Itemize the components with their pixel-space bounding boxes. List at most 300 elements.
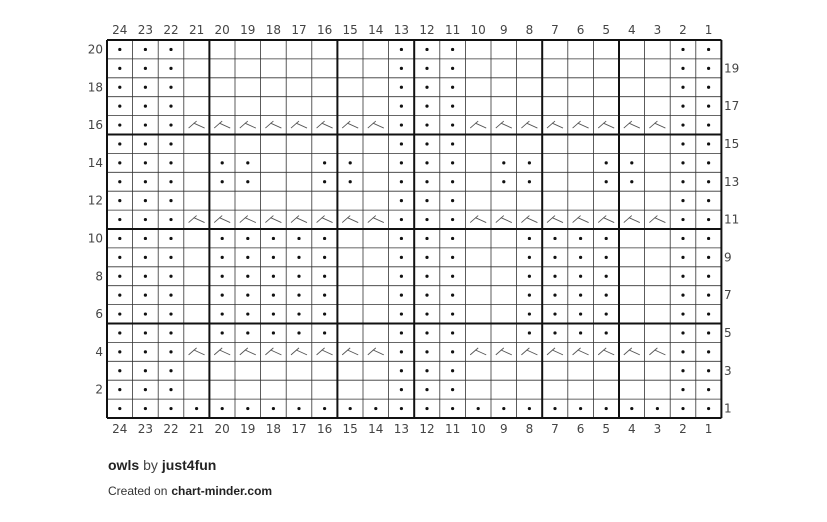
column-label: 22 [163,23,179,37]
purl-stitch [605,256,608,259]
purl-stitch [323,161,326,164]
column-label: 13 [393,23,410,37]
purl-stitch [246,237,249,240]
column-label: 20 [214,23,230,37]
purl-stitch [400,218,403,221]
purl-stitch [221,237,224,240]
purl-stitch [144,142,147,145]
purl-stitch [144,331,147,334]
purl-stitch [144,275,147,278]
pattern-title [108,457,216,473]
purl-stitch [425,237,428,240]
purl-stitch [118,407,121,410]
purl-stitch [425,407,428,410]
purl-stitch [144,256,147,259]
purl-stitch [169,350,172,353]
column-label: 3 [653,23,662,37]
purl-stitch [477,407,480,410]
column-label: 24 [112,422,128,436]
cable-stitch [573,216,589,223]
cable-stitch [547,121,563,128]
purl-stitch [400,180,403,183]
purl-stitch [630,161,633,164]
purl-stitch [707,67,710,70]
purl-stitch [528,275,531,278]
column-label: 21 [188,422,205,436]
column-label: 14 [368,23,384,37]
purl-stitch [169,67,172,70]
purl-stitch [144,199,147,202]
purl-stitch [169,161,172,164]
purl-stitch [579,256,582,259]
column-label: 1 [704,23,713,37]
row-label: 10 [87,231,103,246]
cable-stitch [214,348,230,355]
column-label: 5 [602,422,611,436]
purl-stitch [169,180,172,183]
purl-stitch [707,180,710,183]
purl-stitch [502,161,505,164]
purl-stitch [707,350,710,353]
purl-stitch [528,161,531,164]
purl-stitch [246,407,249,410]
purl-stitch [707,407,710,410]
purl-stitch [451,199,454,202]
purl-stitch [451,294,454,297]
purl-stitch [400,105,403,108]
purl-stitch [579,407,582,410]
purl-stitch [681,218,684,221]
row-label: 3 [724,363,732,378]
purl-stitch [246,312,249,315]
purl-stitch [169,294,172,297]
purl-stitch [681,275,684,278]
purl-stitch [169,199,172,202]
purl-stitch [553,237,556,240]
purl-stitch [425,161,428,164]
cable-stitch [291,121,307,128]
purl-stitch [400,331,403,334]
purl-stitch [528,256,531,259]
purl-stitch [425,369,428,372]
purl-stitch [451,161,454,164]
cable-stitch [547,216,563,223]
purl-stitch [144,350,147,353]
purl-stitch [451,123,454,126]
pattern-author[interactable]: just4fun [161,457,217,473]
purl-stitch [118,312,121,315]
row-label: 12 [87,193,103,208]
cable-stitch [624,216,640,223]
column-label: 22 [163,422,179,436]
purl-stitch [425,294,428,297]
row-label: 1 [724,401,732,416]
purl-stitch [681,105,684,108]
credit-line [108,484,272,498]
purl-stitch [707,294,710,297]
cable-stitch [240,348,256,355]
purl-stitch [579,237,582,240]
cable-stitch [265,348,281,355]
purl-stitch [425,180,428,183]
purl-stitch [221,294,224,297]
purl-stitch [681,123,684,126]
purl-stitch [451,105,454,108]
purl-stitch [681,199,684,202]
purl-stitch [528,180,531,183]
purl-stitch [400,275,403,278]
purl-stitch [681,161,684,164]
purl-stitch [400,407,403,410]
purl-stitch [246,331,249,334]
purl-stitch [707,237,710,240]
purl-stitch [451,275,454,278]
purl-stitch [630,180,633,183]
purl-stitch [707,388,710,391]
column-label: 13 [393,422,410,436]
purl-stitch [681,350,684,353]
cable-stitch [496,121,512,128]
purl-stitch [118,180,121,183]
purl-stitch [272,256,275,259]
purl-stitch [451,86,454,89]
purl-stitch [118,199,121,202]
row-label: 13 [724,174,740,189]
purl-stitch [579,331,582,334]
purl-stitch [323,256,326,259]
column-label: 11 [444,23,461,37]
purl-stitch [221,331,224,334]
purl-stitch [605,275,608,278]
purl-stitch [451,407,454,410]
column-label: 6 [576,422,585,436]
column-label: 8 [525,23,534,37]
purl-stitch [630,407,633,410]
purl-stitch [144,48,147,51]
purl-stitch [553,256,556,259]
purl-stitch [681,407,684,410]
purl-stitch [144,312,147,315]
column-label: 3 [653,422,662,436]
purl-stitch [681,237,684,240]
purl-stitch [246,294,249,297]
purl-stitch [553,294,556,297]
purl-stitch [323,180,326,183]
column-label: 2 [679,422,687,436]
purl-stitch [169,388,172,391]
purl-stitch [272,237,275,240]
purl-stitch [579,275,582,278]
purl-stitch [144,180,147,183]
purl-stitch [707,199,710,202]
purl-stitch [323,275,326,278]
purl-stitch [451,369,454,372]
cable-stitch [470,121,486,128]
purl-stitch [118,369,121,372]
purl-stitch [425,48,428,51]
purl-stitch [605,180,608,183]
purl-stitch [400,123,403,126]
cable-stitch [649,216,665,223]
site-link[interactable]: chart-minder.com [171,484,273,498]
column-label: 20 [214,422,230,436]
purl-stitch [297,312,300,315]
purl-stitch [707,48,710,51]
purl-stitch [297,275,300,278]
cable-stitch [573,348,589,355]
purl-stitch [169,275,172,278]
row-label: 17 [724,99,740,114]
purl-stitch [451,67,454,70]
purl-stitch [707,218,710,221]
purl-stitch [221,275,224,278]
row-label: 18 [87,80,103,95]
purl-stitch [425,67,428,70]
purl-stitch [425,142,428,145]
column-label: 6 [576,23,585,37]
by-label: by [143,457,158,473]
purl-stitch [656,407,659,410]
purl-stitch [400,48,403,51]
purl-stitch [118,218,121,221]
purl-stitch [681,67,684,70]
purl-stitch [349,407,352,410]
cable-stitch [521,121,537,128]
cable-stitch [317,121,333,128]
purl-stitch [681,256,684,259]
purl-stitch [323,331,326,334]
cable-stitch [470,216,486,223]
purl-stitch [681,388,684,391]
purl-stitch [221,312,224,315]
purl-stitch [272,294,275,297]
purl-stitch [605,312,608,315]
purl-stitch [681,142,684,145]
purl-stitch [400,142,403,145]
purl-stitch [118,237,121,240]
purl-stitch [528,237,531,240]
column-label: 14 [368,422,384,436]
purl-stitch [118,331,121,334]
cable-stitch [624,121,640,128]
purl-stitch [400,350,403,353]
purl-stitch [425,199,428,202]
purl-stitch [400,388,403,391]
column-label: 5 [602,23,611,37]
purl-stitch [400,86,403,89]
column-label: 15 [342,23,358,37]
cable-stitch [598,121,614,128]
cable-stitch [189,348,205,355]
purl-stitch [451,180,454,183]
purl-stitch [169,331,172,334]
purl-stitch [297,294,300,297]
column-label: 10 [470,422,486,436]
purl-stitch [118,123,121,126]
column-label: 10 [470,23,486,37]
purl-stitch [221,180,224,183]
purl-stitch [605,331,608,334]
purl-stitch [707,123,710,126]
purl-stitch [605,294,608,297]
purl-stitch [169,142,172,145]
purl-stitch [451,142,454,145]
purl-stitch [169,369,172,372]
purl-stitch [528,407,531,410]
purl-stitch [400,67,403,70]
purl-stitch [118,256,121,259]
purl-stitch [169,86,172,89]
cable-stitch [496,348,512,355]
column-label: 17 [291,422,307,436]
row-label: 15 [724,136,740,151]
cable-stitch [240,216,256,223]
purl-stitch [144,123,147,126]
purl-stitch [681,369,684,372]
purl-stitch [425,123,428,126]
purl-stitch [707,105,710,108]
purl-stitch [451,350,454,353]
purl-stitch [451,312,454,315]
cable-stitch [265,121,281,128]
purl-stitch [221,256,224,259]
purl-stitch [118,161,121,164]
purl-stitch [169,312,172,315]
purl-stitch [246,180,249,183]
purl-stitch [169,407,172,410]
cable-stitch [317,348,333,355]
purl-stitch [425,86,428,89]
purl-stitch [323,237,326,240]
purl-stitch [272,407,275,410]
column-label: 16 [316,23,333,37]
row-label: 7 [724,288,732,303]
purl-stitch [707,275,710,278]
purl-stitch [451,388,454,391]
cable-stitch [368,348,384,355]
column-label: 24 [112,23,128,37]
purl-stitch [246,275,249,278]
purl-stitch [425,256,428,259]
column-label: 21 [188,23,205,37]
purl-stitch [221,161,224,164]
cable-stitch [547,348,563,355]
purl-stitch [118,48,121,51]
purl-stitch [246,161,249,164]
purl-stitch [605,237,608,240]
purl-stitch [169,218,172,221]
row-label: 14 [87,155,103,170]
purl-stitch [425,105,428,108]
purl-stitch [144,237,147,240]
column-label: 4 [627,23,636,37]
purl-stitch [579,312,582,315]
column-label: 7 [551,23,559,37]
purl-stitch [144,161,147,164]
purl-stitch [272,312,275,315]
cable-stitch [368,121,384,128]
cable-stitch [649,348,665,355]
purl-stitch [451,48,454,51]
cable-stitch [240,121,256,128]
column-label: 18 [265,23,282,37]
purl-stitch [707,86,710,89]
cable-stitch [521,348,537,355]
purl-stitch [169,256,172,259]
purl-stitch [707,331,710,334]
column-label: 9 [499,23,508,37]
purl-stitch [169,105,172,108]
purl-stitch [451,237,454,240]
purl-stitch [681,294,684,297]
row-label: 19 [724,61,740,76]
purl-stitch [169,237,172,240]
purl-stitch [707,369,710,372]
column-label: 19 [240,422,256,436]
purl-stitch [118,142,121,145]
purl-stitch [221,407,224,410]
cable-stitch [317,216,333,223]
row-label: 20 [87,42,103,57]
purl-stitch [118,388,121,391]
purl-stitch [425,388,428,391]
cable-stitch [214,121,230,128]
purl-stitch [451,218,454,221]
purl-stitch [144,86,147,89]
purl-stitch [425,312,428,315]
column-label: 15 [342,422,358,436]
column-label: 17 [291,23,307,37]
purl-stitch [451,331,454,334]
purl-stitch [528,294,531,297]
purl-stitch [681,312,684,315]
cable-stitch [214,216,230,223]
row-label: 16 [87,118,103,133]
purl-stitch [118,105,121,108]
cable-stitch [291,348,307,355]
purl-stitch [400,237,403,240]
purl-stitch [681,180,684,183]
purl-stitch [323,407,326,410]
row-label: 11 [724,212,740,227]
purl-stitch [605,161,608,164]
row-label: 5 [724,325,732,340]
cable-stitch [342,121,358,128]
purl-stitch [297,407,300,410]
cable-stitch [521,216,537,223]
purl-stitch [144,407,147,410]
created-on-label: Created on [108,484,168,498]
purl-stitch [681,86,684,89]
purl-stitch [502,180,505,183]
purl-stitch [374,407,377,410]
row-label: 4 [95,344,103,359]
purl-stitch [144,294,147,297]
purl-stitch [707,161,710,164]
purl-stitch [169,48,172,51]
purl-stitch [297,256,300,259]
purl-stitch [144,218,147,221]
column-label: 1 [704,422,713,436]
cable-stitch [189,216,205,223]
purl-stitch [349,161,352,164]
column-label: 8 [525,422,534,436]
cable-stitch [496,216,512,223]
purl-stitch [246,256,249,259]
purl-stitch [118,67,121,70]
column-label: 18 [265,422,282,436]
cable-stitch [342,348,358,355]
